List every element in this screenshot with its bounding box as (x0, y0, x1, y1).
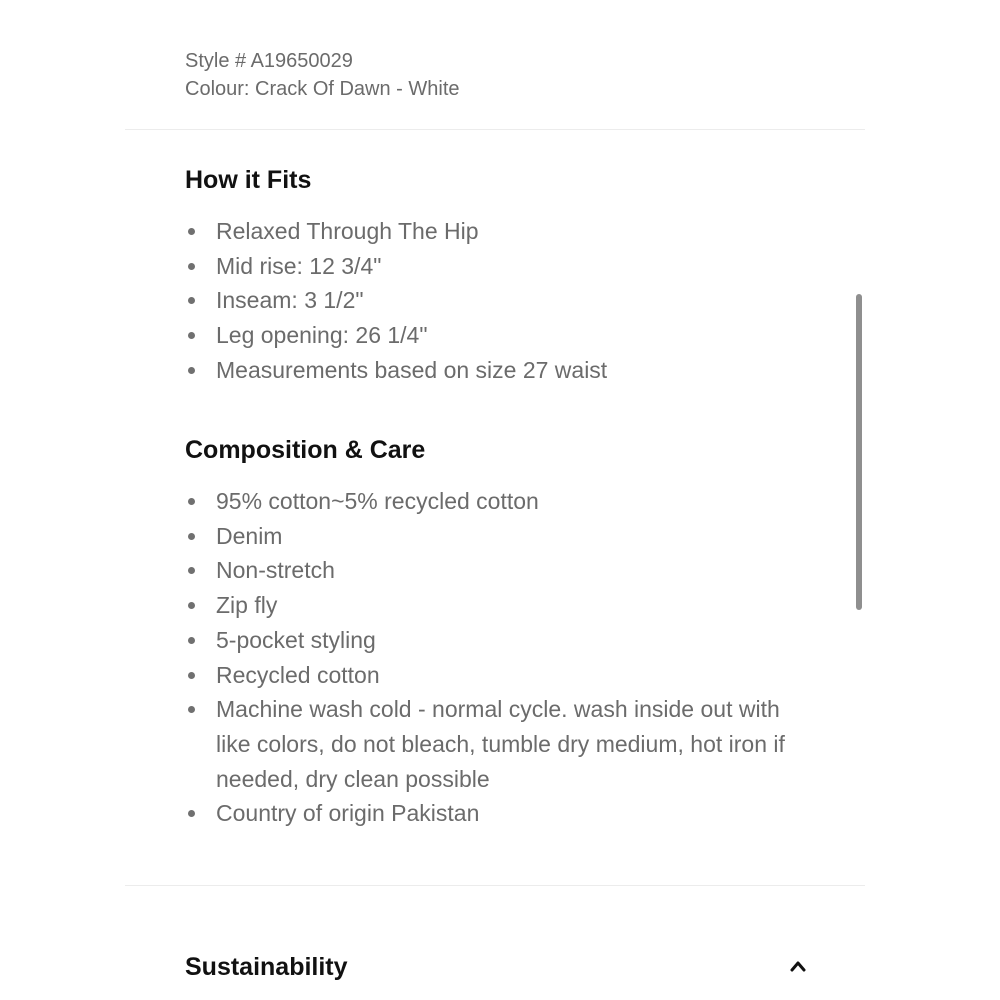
list-item: Relaxed Through The Hip (185, 214, 806, 249)
list-item: Inseam: 3 1/2" (185, 283, 806, 318)
list-item: 5-pocket styling (185, 623, 806, 658)
list-item: Recycled cotton (185, 658, 806, 693)
bullet-icon (188, 533, 195, 540)
bullet-icon (188, 672, 195, 679)
product-meta (185, 47, 460, 103)
list-item: Mid rise: 12 3/4" (185, 249, 806, 284)
composition-care-heading: Composition & Care (185, 436, 426, 464)
bullet-icon (188, 706, 195, 713)
list-item: Zip fly (185, 588, 806, 623)
bullet-icon (188, 602, 195, 609)
style-number: Style # A19650029 (185, 50, 353, 72)
bullet-icon (188, 332, 195, 339)
bullet-icon (188, 263, 195, 270)
bullet-icon (188, 637, 195, 644)
list-item: Leg opening: 26 1/4" (185, 318, 806, 353)
fit-list (185, 214, 806, 388)
list-item: 95% cotton~5% recycled cotton (185, 484, 806, 519)
bullet-icon (188, 567, 195, 574)
list-item: Measurements based on size 27 waist (185, 353, 806, 388)
bullet-icon (188, 367, 195, 374)
list-item: Machine wash cold - normal cycle. wash inside out with like colors, do not bleach, tumble dry medium, hot iron if needed, dry clean possible (185, 692, 806, 796)
list-item: Country of origin Pakistan (185, 796, 806, 831)
sustainability-heading[interactable]: Sustainability (185, 953, 348, 981)
list-item: Denim (185, 519, 806, 554)
bullet-icon (188, 297, 195, 304)
colour-name: Colour: Crack Of Dawn - White (185, 78, 460, 100)
chevron-up-icon[interactable] (789, 959, 807, 973)
composition-list (185, 484, 806, 831)
divider (125, 129, 865, 130)
how-it-fits-heading: How it Fits (185, 166, 312, 194)
list-item: Non-stretch (185, 553, 806, 588)
bullet-icon (188, 228, 195, 235)
divider (125, 885, 865, 886)
bullet-icon (188, 498, 195, 505)
bullet-icon (188, 810, 195, 817)
scrollbar-thumb[interactable] (856, 294, 862, 610)
